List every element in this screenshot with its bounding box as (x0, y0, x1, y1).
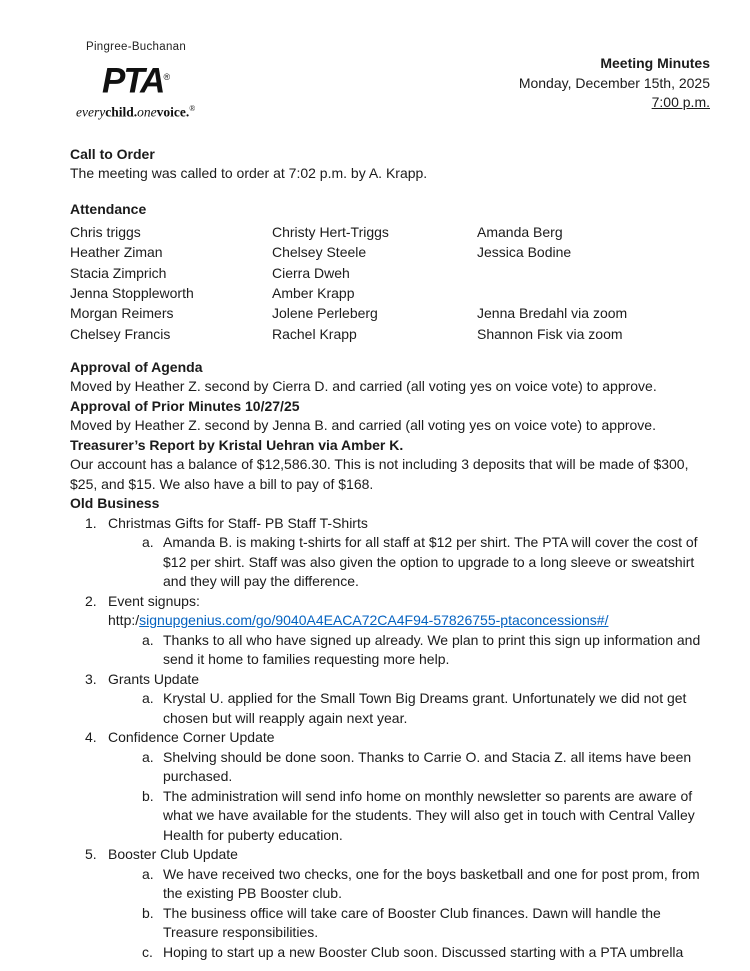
attendee-name: Jenna Stoppleworth (70, 285, 194, 302)
sub-item (142, 865, 710, 904)
title-block (519, 38, 710, 113)
sub-item-letter: a. (142, 631, 154, 648)
attendee-name (477, 263, 710, 283)
sub-item-letter: a. (142, 690, 154, 707)
sub-item-letter: c. (142, 943, 153, 960)
sub-item-text: We have received two checks, one for the boys basketball and one for post prom, from the existing PB Booster club. (163, 865, 700, 902)
item-title: Christmas Gifts for Staff- PB Staff T-Shirts (108, 514, 368, 531)
item-title: Grants Update (108, 670, 200, 687)
attendee-name: Chris triggs (70, 224, 141, 241)
sub-item-text: The business office will take care of Booster Club finances. Dawn will handle the Treasure responsibilities. (163, 904, 661, 941)
attendee-name: Morgan Reimers (70, 305, 174, 322)
sub-item (142, 533, 710, 592)
tagline-voice: voice. (156, 104, 190, 120)
treasurer-report-heading: Treasurer’s Report by Kristal Uehran via Amber K. (70, 436, 404, 453)
sub-item-text: Shelving should be done soon. Thanks to Carrie O. and Stacia Z. all items have been purchased. (163, 748, 692, 785)
link-prefix: http:/ (108, 612, 140, 629)
item-body (108, 592, 710, 670)
attendee-name: Amber Krapp (272, 285, 355, 302)
document-header (70, 38, 710, 121)
sub-item-text: The administration will send info home on monthly newsletter so parents are aware of what we have available for the students. They will also get in touch with Central Valley Health for puberty education. (163, 787, 695, 843)
item-body (108, 845, 710, 962)
tagline-one: one (137, 104, 157, 120)
call-to-order-heading: Call to Order (70, 145, 155, 162)
tagline-every: every (76, 104, 106, 120)
doc-title: Meeting Minutes (600, 55, 710, 71)
approval-minutes-heading: Approval of Prior Minutes 10/27/25 (70, 397, 300, 414)
sub-item-text: Krystal U. applied for the Small Town Big Dreams grant. Unfortunately we did not get chosen but will reapply again next year. (163, 690, 687, 726)
sub-item-letter: a. (142, 534, 154, 551)
old-business-item-4 (85, 728, 710, 845)
item-number: 1. (85, 514, 97, 531)
item-title: Event signups: (108, 592, 200, 609)
attendee-name: Cierra Dweh (272, 264, 350, 281)
item-number: 2. (85, 592, 97, 609)
attendee-name: Jenna Bredahl via zoom (477, 305, 628, 322)
item-title: Confidence Corner Update (108, 729, 275, 746)
logo-org-name: Pingree-Buchanan (85, 41, 187, 53)
sub-item (142, 904, 710, 943)
sub-item (142, 787, 710, 846)
logo-acronym (76, 58, 196, 101)
doc-date: Monday, December 15th, 2025 (518, 74, 710, 91)
sub-item-letter: b. (142, 787, 154, 804)
item-body (108, 728, 710, 845)
attendee-name: Amanda Berg (477, 224, 563, 241)
approval-minutes-body: Moved by Heather Z. second by Jenna B. and carried (all voting yes on voice vote) to approve. (70, 417, 656, 434)
treasurer-report-body: Our account has a balance of $12,586.30. This is not including 3 deposits that will be made of $300, $25, and $15. We also have a bill to pay of $168. (70, 456, 689, 492)
attendee-name: Jessica Bodine (477, 244, 572, 261)
attendee-name: Chelsey Steele (272, 244, 367, 261)
item-title: Booster Club Update (108, 846, 238, 863)
pta-logo (70, 38, 196, 121)
sub-item (142, 748, 710, 787)
attendance-heading: Attendance (70, 200, 147, 217)
doc-time: 7:00 p.m. (651, 94, 710, 110)
call-to-order-body: The meeting was called to order at 7:02 p.m. by A. Krapp. (70, 165, 428, 182)
sub-item-text: Amanda B. is making t-shirts for all staff at $12 per shirt. The PTA will cover the cost of $12 per shirt. Staff was also given the option to upgrade to a long sleeve or sweatshirt and they will pay the difference. (163, 534, 698, 590)
tagline-registered-mark-icon: ® (189, 104, 196, 114)
attendee-name: Jolene Perleberg (272, 305, 378, 322)
attendance-table (70, 222, 710, 344)
signup-genius-link[interactable]: signupgenius.com/go/9040A4EACA72CA4F94-57826755-ptaconcessions#/ (139, 612, 609, 629)
item-number: 5. (85, 846, 97, 863)
sub-item-text: Thanks to all who have signed up already. We plan to print this sign up information and send it home to families requesting more help. (163, 631, 701, 668)
attendee-name: Rachel Krapp (272, 325, 357, 342)
sub-item (142, 631, 710, 670)
registered-mark-icon: ® (163, 71, 171, 82)
attendee-name: Shannon Fisk via zoom (477, 325, 623, 342)
old-business-item-5 (85, 845, 710, 962)
business-section (70, 358, 710, 963)
attendance-section (70, 200, 710, 344)
attendee-name: Chelsey Francis (70, 325, 171, 342)
sub-item-letter: a. (142, 748, 154, 765)
approval-agenda-heading: Approval of Agenda (70, 358, 203, 375)
call-to-order-section (70, 145, 710, 184)
sub-item (142, 689, 710, 728)
old-business-item-2 (85, 592, 710, 670)
attendee-name: Christy Hert-Triggs (272, 224, 389, 241)
sub-item-letter: a. (142, 865, 154, 882)
sub-item (142, 943, 710, 963)
old-business-item-1 (85, 514, 710, 592)
old-business-item-3 (85, 670, 710, 729)
item-number: 3. (85, 670, 97, 687)
approval-agenda-body: Moved by Heather Z. second by Cierra D. and carried (all voting yes on voice vote) to approve. (70, 378, 657, 395)
tagline-child: child. (105, 104, 138, 120)
sub-item-letter: b. (142, 904, 154, 921)
sub-item-text: Hoping to start up a new Booster Club soon. Discussed starting with a PTA umbrella (163, 943, 684, 960)
item-body (108, 670, 710, 729)
attendee-name (477, 283, 710, 303)
attendee-name: Heather Ziman (70, 244, 163, 261)
logo-tagline (76, 100, 196, 121)
item-body (108, 514, 710, 592)
signup-link-line (108, 611, 710, 631)
item-number: 4. (85, 729, 97, 746)
logo-acronym-text: PTA (101, 61, 164, 101)
old-business-heading: Old Business (70, 495, 160, 512)
attendee-name: Stacia Zimprich (70, 264, 167, 281)
